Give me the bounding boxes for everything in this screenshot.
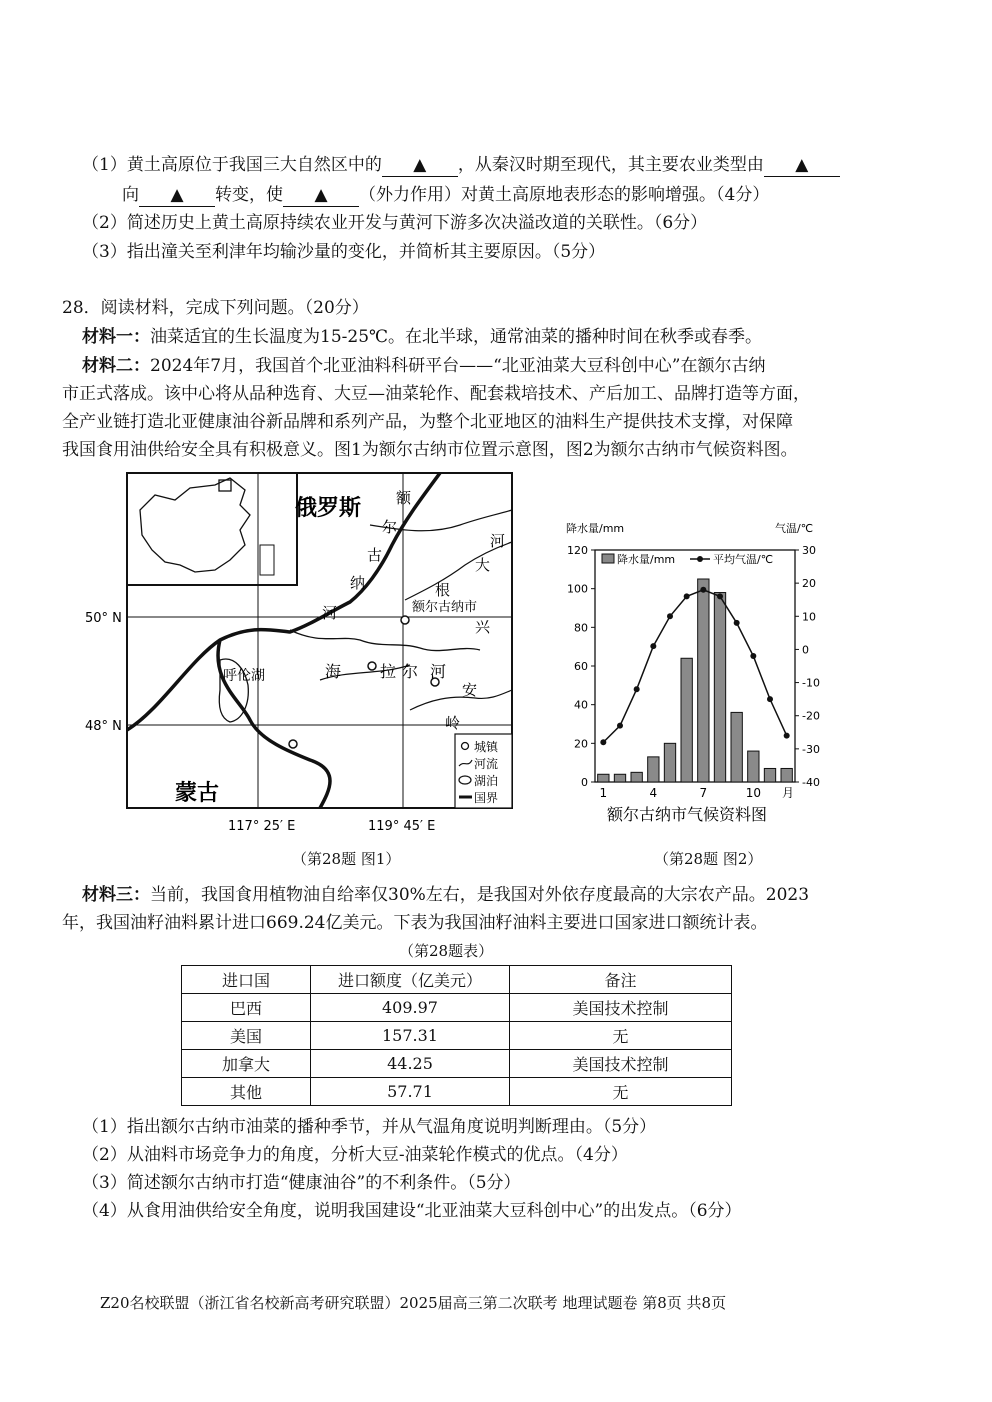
precip-bar [648, 757, 659, 782]
ylabel-left: 降水量/mm [566, 522, 625, 535]
cell-amount: 44.25 [311, 1050, 510, 1078]
location-map [80, 470, 520, 840]
temp-point [667, 613, 673, 619]
lat-label-48: 48° N [85, 719, 122, 734]
x-tick-label: 7 [699, 786, 708, 800]
q27-sub3: （3）指出潼关至利津年均输沙量的变化，并简析其主要原因。（5分） [82, 242, 606, 262]
temp-point [767, 696, 773, 702]
national-border-mn [218, 640, 330, 808]
cell-note: 无 [510, 1078, 732, 1106]
legend-river: 河流 [474, 757, 499, 771]
material-3-line2: 年，我国油籽油料累计进口669.24亿美元。下表为我国油籽油料主要进口国家进口额统计表。 [62, 913, 768, 933]
right-tick-label: 0 [802, 643, 809, 657]
temp-point [684, 593, 690, 599]
temp-point [600, 739, 606, 745]
label-hailar-4: 河 [430, 662, 447, 681]
cell-note: 无 [510, 1022, 732, 1050]
left-tick-label: 80 [574, 621, 588, 635]
label-da-2: 河 [490, 532, 506, 550]
right-tick-label: 10 [802, 610, 816, 624]
right-tick-label: -40 [802, 776, 820, 789]
label-mongolia: 蒙古 [175, 781, 220, 806]
page-footer: Z20名校联盟（浙江省名校新高考研究联盟）2025届高三第二次联考 地理试题卷 第8页 共8页 [100, 1294, 727, 1312]
left-tick-label: 100 [567, 582, 588, 596]
right-tick-label: -20 [802, 709, 820, 723]
temp-point [700, 587, 706, 593]
label-erguna-5: 河 [322, 604, 338, 622]
left-tick-label: 0 [581, 776, 588, 789]
precip-bar [698, 579, 709, 782]
precip-bar [731, 712, 742, 782]
table-header-row [182, 966, 732, 994]
hailar-town [368, 662, 376, 670]
q27-sub2: （2）简述历史上黄土高原持续农业开发与黄河下游多次决溢改道的关联性。（6分） [82, 213, 708, 233]
import-table [181, 965, 732, 1106]
plot-area [595, 550, 795, 782]
label-erguna-2: 尔 [382, 518, 398, 536]
legend-temp-dot [697, 556, 703, 562]
town-south [289, 740, 297, 748]
right-tick-label: 20 [802, 577, 816, 591]
answer-blank-4[interactable]: ▲ [283, 184, 359, 207]
temp-point [750, 653, 756, 659]
legend-border: 国界 [474, 791, 499, 805]
right-tick-label: -10 [802, 676, 820, 690]
label-hulun: 呼伦湖 [223, 668, 265, 684]
label-hailar-3: 尔 [402, 662, 419, 681]
cell-amount: 157.31 [311, 1022, 510, 1050]
material-2-line3: 全产业链打造北亚健康油谷新品牌和系列产品，为整个北亚地区的油料生产提供技术支撑，对保障 [62, 412, 793, 432]
lat-label-50: 50° N [85, 611, 122, 626]
table-row [182, 1022, 732, 1050]
label-russia: 俄罗斯 [295, 496, 362, 521]
th-country: 进口国 [182, 966, 311, 994]
legend-town-icon [462, 743, 469, 750]
material-2-label: 材料二： [82, 356, 150, 376]
material-2-line2: 市正式落成。该中心将从品种选育、大豆—油菜轮作、配套栽培技术、产后加工、品牌打造等方面， [62, 384, 810, 404]
fig2-caption: （第28题 图2） [654, 850, 763, 868]
q27-sub1-line1: （1）黄土高原位于我国三大自然区中的 ▲ ，从秦汉时期至现代，其主要农业类型由 ▲ [82, 154, 840, 177]
label-xing: 兴 [475, 618, 491, 636]
cell-country: 加拿大 [182, 1050, 311, 1078]
answer-blank-3[interactable]: ▲ [139, 184, 215, 207]
precip-bar [681, 658, 692, 782]
q28-sub2: （2）从油料市场竞争力的角度，分析大豆-油菜轮作模式的优点。（4分） [82, 1145, 628, 1165]
precip-bar [664, 743, 675, 782]
lon-label-2: 119° 45′ E [368, 819, 436, 834]
temp-point [734, 620, 740, 626]
legend-temp: 平均气温/℃ [713, 553, 774, 566]
climate-chart [550, 518, 820, 824]
gen-river [405, 542, 512, 600]
xlabel-month: 月 [782, 786, 795, 800]
label-erguna-3: 古 [367, 546, 383, 564]
chart-title: 额尔古纳市气候资料图 [607, 805, 768, 824]
q28-title: 28．阅读材料，完成下列问题。（20分） [62, 298, 369, 318]
temp-point [717, 593, 723, 599]
ylabel-right: 气温/℃ [775, 522, 814, 535]
cell-country: 巴西 [182, 994, 311, 1022]
table-row [182, 994, 732, 1022]
answer-blank-1[interactable]: ▲ [382, 154, 458, 177]
material-3-label: 材料三： [82, 885, 150, 905]
precip-bar [714, 593, 725, 782]
river-south [410, 690, 512, 710]
q27-sub1-line2: 向 ▲ 转变，使 ▲ （外力作用）对黄土高原地表形态的影响增强。（4分） [122, 185, 770, 205]
cell-note: 美国技术控制 [510, 994, 732, 1022]
label-gen: 根 [435, 581, 451, 599]
table-caption: （第28题表） [399, 942, 494, 960]
x-tick-label: 4 [649, 786, 658, 800]
cell-country: 美国 [182, 1022, 311, 1050]
q28-sub1: （1）指出额尔古纳市油菜的播种季节，并从气温角度说明判断理由。（5分） [82, 1117, 657, 1137]
table-row [182, 1078, 732, 1106]
precip-bar [781, 768, 792, 782]
q28-sub4: （4）从食用油供给安全角度，说明我国建设“北亚油菜大豆科创中心”的出发点。（6分） [82, 1201, 742, 1221]
material-3-line1: 材料三：当前，我国食用植物油自给率仅30%左右，是我国对外依存度最高的大宗农产品。2023 [82, 885, 810, 905]
erguna-town [401, 616, 409, 624]
label-erguna-1: 额 [396, 489, 412, 507]
legend-precip: 降水量/mm [617, 553, 676, 566]
q28-sub3: （3）简述额尔古纳市打造“健康油谷”的不利条件。（5分） [82, 1173, 521, 1193]
lon-label-1: 117° 25′ E [228, 819, 296, 834]
left-tick-label: 60 [574, 660, 588, 673]
hailar-river [290, 630, 480, 651]
legend-precip-swatch [602, 554, 614, 563]
answer-blank-2[interactable]: ▲ [764, 154, 840, 177]
label-hailar-2: 拉 [380, 662, 397, 681]
material-1: 材料一：油菜适宜的生长温度为15-25℃。在北半球，通常油菜的播种时间在秋季或春季。 [82, 327, 763, 347]
x-tick-label: 1 [599, 786, 608, 800]
table-row [182, 1050, 732, 1078]
temp-point [650, 643, 656, 649]
x-tick-label: 10 [745, 786, 761, 800]
label-ling: 岭 [445, 714, 461, 732]
fig1-caption: （第28题 图1） [292, 850, 401, 868]
temp-point [617, 723, 623, 729]
th-amount: 进口额度（亿美元） [311, 966, 510, 994]
label-city: 额尔古纳市 [412, 600, 478, 615]
cell-amount: 57.71 [311, 1078, 510, 1106]
temp-point [784, 733, 790, 739]
cell-amount: 409.97 [311, 994, 510, 1022]
material-2-line1: 材料二：2024年7月，我国首个北亚油料科研平台——“北亚油菜大豆科创中心”在额尔古纳 [82, 356, 766, 376]
label-da-1: 大 [475, 556, 491, 574]
cell-country: 其他 [182, 1078, 311, 1106]
legend-town: 城镇 [474, 740, 499, 754]
cell-note: 美国技术控制 [510, 1050, 732, 1078]
precip-bar [614, 774, 625, 782]
label-erguna-4: 纳 [350, 574, 366, 592]
precip-bar [748, 751, 759, 782]
precip-bar [631, 772, 642, 782]
label-an: 安 [462, 681, 478, 699]
material-2-line4: 我国食用油供给安全具有积极意义。图1为额尔古纳市位置示意图，图2为额尔古纳市气候资料图。 [62, 440, 798, 460]
right-tick-label: -30 [802, 742, 820, 756]
th-note: 备注 [510, 966, 732, 994]
material-1-label: 材料一： [82, 327, 150, 347]
temp-point [634, 686, 640, 692]
left-tick-label: 120 [567, 544, 588, 557]
precip-bar [598, 774, 609, 782]
temp-line [603, 590, 786, 742]
label-hailar-1: 海 [325, 662, 342, 681]
legend-lake: 湖泊 [474, 774, 499, 788]
right-tick-label: 30 [802, 544, 816, 557]
inset-frame [127, 473, 297, 585]
left-tick-label: 20 [574, 737, 588, 751]
left-tick-label: 40 [574, 698, 588, 712]
precip-bar [764, 768, 775, 782]
